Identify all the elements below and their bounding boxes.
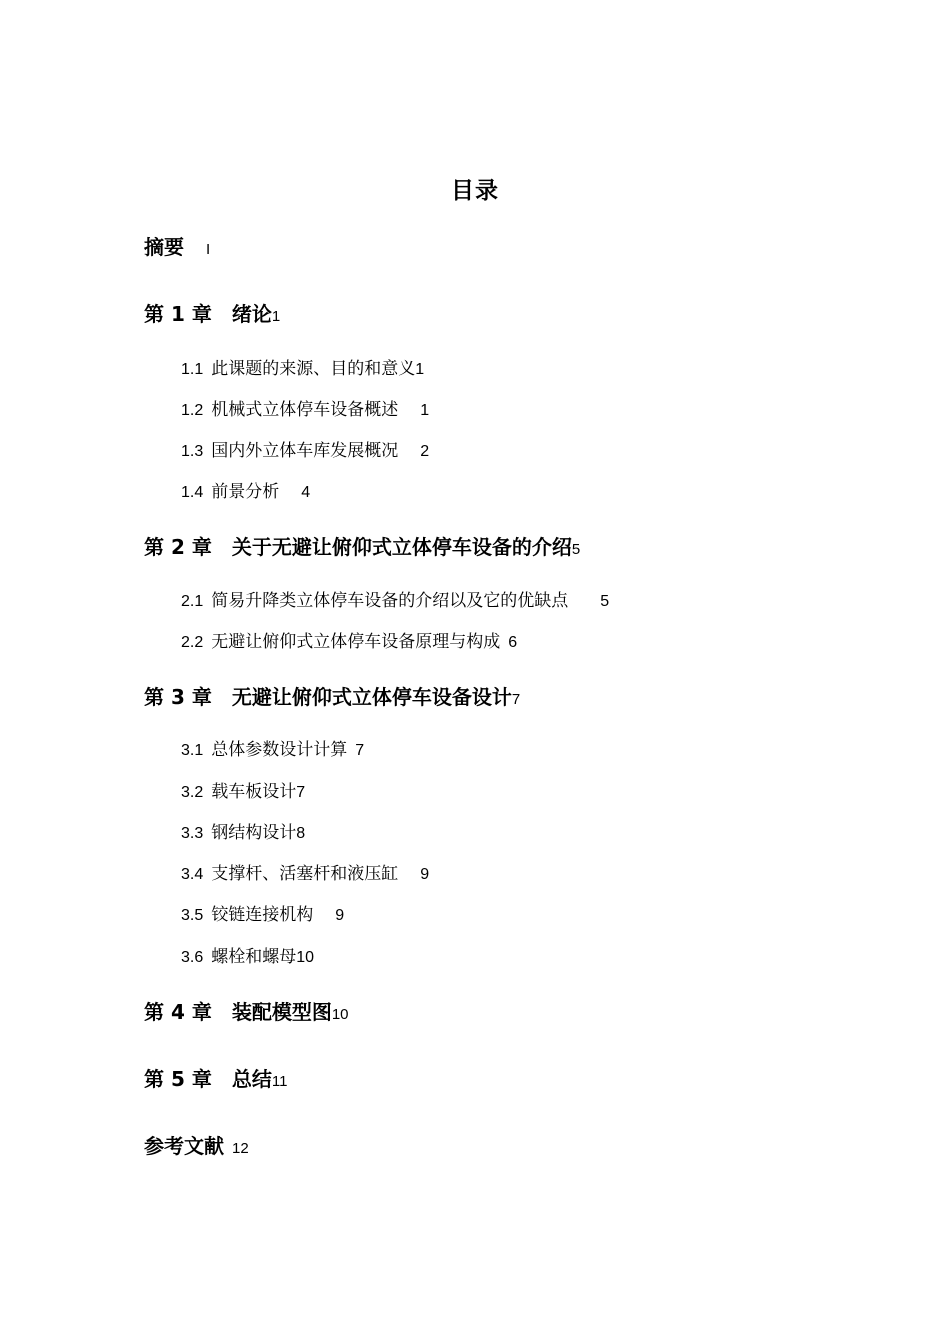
entry-page-number: I: [206, 241, 211, 258]
section-title: 铰链连接机构: [211, 905, 314, 925]
entry-page-number: 1: [415, 361, 425, 378]
toc-entry-section-1-3[interactable]: [181, 443, 429, 460]
entry-label: 参考文献: [144, 1134, 224, 1158]
section-title: 无避让俯仰式立体停车设备原理与构成: [211, 632, 501, 652]
section-number: 2.2: [181, 634, 204, 651]
section-title: 载车板设计: [211, 782, 297, 802]
section-title: 简易升降类立体停车设备的介绍以及它的优缺点: [211, 591, 569, 611]
toc-entry-section-3-6[interactable]: [181, 949, 314, 966]
entry-page-number: 7: [296, 784, 306, 801]
entry-label: 第 5 章 总结: [144, 1067, 272, 1091]
section-number: 1.1: [181, 361, 204, 378]
toc-entry-section-1-4[interactable]: [181, 484, 310, 501]
section-number: 3.2: [181, 784, 204, 801]
section-number: 2.1: [181, 593, 204, 610]
toc-entry-abstract[interactable]: [144, 237, 210, 257]
toc-entry-chapter-2[interactable]: [144, 537, 580, 557]
entry-page-number: 7: [355, 742, 365, 759]
entry-page-number: 9: [335, 907, 345, 924]
toc-entry-chapter-4[interactable]: [144, 1002, 349, 1022]
toc-entry-chapter-5[interactable]: [144, 1069, 287, 1089]
toc-entry-section-1-1[interactable]: [181, 361, 424, 378]
entry-label: 第 4 章 装配模型图: [144, 1000, 332, 1024]
toc-entry-section-3-1[interactable]: [181, 742, 364, 759]
section-title: 国内外立体车库发展概况: [211, 441, 399, 461]
entry-page-number: 9: [420, 866, 430, 883]
toc-entry-section-3-3[interactable]: [181, 825, 305, 842]
entry-page-number: 6: [508, 634, 518, 651]
section-title: 钢结构设计: [211, 823, 297, 843]
entry-page-number: 1: [420, 402, 430, 419]
section-number: 3.4: [181, 866, 204, 883]
toc-entry-chapter-3[interactable]: [144, 687, 520, 707]
section-title: 支撑杆、活塞杆和液压缸: [211, 864, 399, 884]
section-title: 螺栓和螺母: [211, 947, 297, 967]
toc-entry-section-2-2[interactable]: [181, 634, 517, 651]
entry-label: 摘要: [144, 235, 184, 259]
section-number: 1.4: [181, 484, 204, 501]
entry-page-number: 12: [232, 1140, 249, 1157]
entry-label: 第 3 章 无避让俯仰式立体停车设备设计: [144, 685, 512, 709]
entry-page-number: 2: [420, 443, 430, 460]
section-title: 前景分析: [211, 482, 280, 502]
toc-entry-section-1-2[interactable]: [181, 402, 429, 419]
entry-page-number: 8: [296, 825, 306, 842]
section-number: 1.3: [181, 443, 204, 460]
entry-label: 第 2 章 关于无避让俯仰式立体停车设备的介绍: [144, 535, 572, 559]
section-title: 机械式立体停车设备概述: [211, 400, 399, 420]
toc-entry-section-2-1[interactable]: [181, 593, 609, 610]
entry-page-number: 5: [571, 541, 581, 558]
entry-page-number: 11: [271, 1073, 288, 1090]
section-number: 3.3: [181, 825, 204, 842]
section-number: 3.6: [181, 949, 204, 966]
section-title: 总体参数设计计算: [211, 740, 348, 760]
toc-entry-chapter-1[interactable]: [144, 304, 280, 324]
toc-entry-references[interactable]: [144, 1136, 249, 1156]
entry-page-number: 4: [301, 484, 311, 501]
entry-page-number: 1: [271, 308, 281, 325]
toc-title: 目录: [451, 178, 499, 204]
toc-entry-section-3-2[interactable]: [181, 784, 305, 801]
section-number: 1.2: [181, 402, 204, 419]
section-number: 3.1: [181, 742, 204, 759]
entry-page-number: 7: [511, 691, 521, 708]
entry-label: 第 1 章 绪论: [144, 302, 272, 326]
entry-page-number: 10: [331, 1006, 349, 1023]
toc-entry-section-3-5[interactable]: [181, 907, 344, 924]
section-number: 3.5: [181, 907, 204, 924]
section-title: 此课题的来源、目的和意义: [211, 359, 416, 379]
entry-page-number: 5: [600, 593, 610, 610]
entry-page-number: 10: [296, 949, 315, 966]
toc-entry-section-3-4[interactable]: [181, 866, 429, 883]
